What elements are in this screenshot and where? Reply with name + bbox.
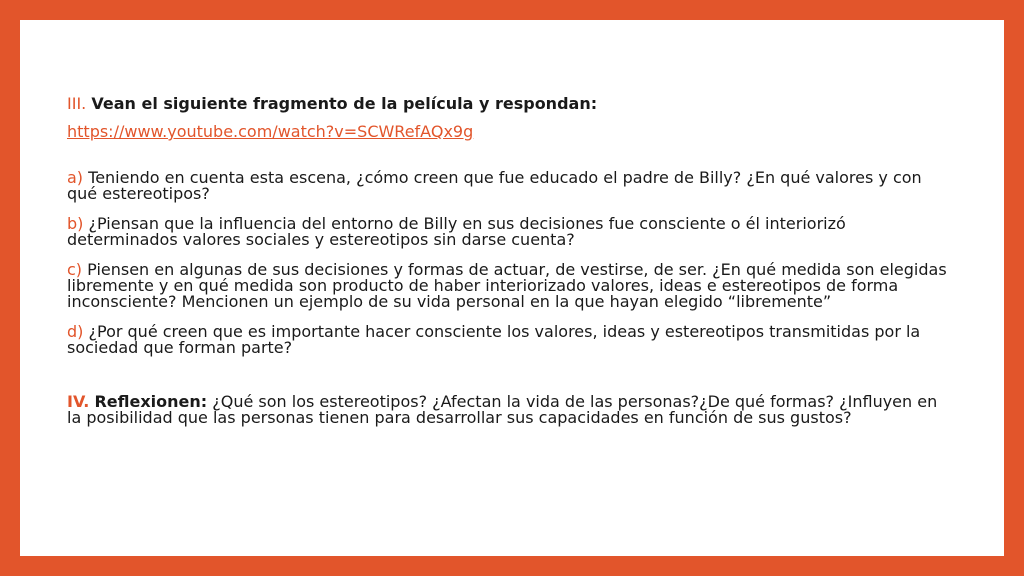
- question-b-letter: b): [67, 214, 84, 233]
- question-b-text: ¿Piensan que la influencia del entorno de Billy en sus decisiones fue consciente o él interiorizó determinados valores sociales y estereotipos sin darse cuenta?: [67, 214, 846, 249]
- section-iv-text: ¿Qué son los estereotipos? ¿Afectan la vida de las personas?¿De qué formas? ¿Influyen en la posibilidad que las personas tienen para desarrollar sus capacidades en función de sus gustos?: [67, 392, 938, 427]
- section-iii-numeral: III.: [67, 94, 87, 113]
- question-d-letter: d): [67, 322, 84, 341]
- slide: [20, 20, 1004, 556]
- question-d: [67, 324, 947, 356]
- section-iv-title: Reflexionen:: [94, 392, 208, 411]
- section-iv: [67, 394, 947, 426]
- section-iii-heading: [67, 96, 947, 112]
- question-c: [67, 262, 947, 310]
- question-b: [67, 216, 947, 248]
- section-iv-numeral: IV.: [67, 392, 90, 411]
- slide-content: [67, 96, 947, 440]
- question-a-text: Teniendo en cuenta esta escena, ¿cómo creen que fue educado el padre de Billy? ¿En qué valores y con qué estereotipos?: [67, 168, 922, 203]
- video-link[interactable]: https://www.youtube.com/watch?v=SCWRefAQx9g: [67, 122, 474, 141]
- question-c-letter: c): [67, 260, 83, 279]
- question-d-text: ¿Por qué creen que es importante hacer consciente los valores, ideas y estereotipos transmitidas por la sociedad que forman parte?: [67, 322, 921, 357]
- question-a: [67, 170, 947, 202]
- question-a-letter: a): [67, 168, 84, 187]
- section-iii-title: Vean el siguiente fragmento de la película y respondan:: [91, 94, 598, 113]
- question-c-text: Piensen en algunas de sus decisiones y formas de actuar, de vestirse, de ser. ¿En qué medida son elegidas libremente y en qué medida son producto de haber interiorizado valores, ideas e estereotipos de forma inconsciente? Mencionen un ejemplo de su vida personal en la que hayan elegido “libremente”: [67, 260, 947, 311]
